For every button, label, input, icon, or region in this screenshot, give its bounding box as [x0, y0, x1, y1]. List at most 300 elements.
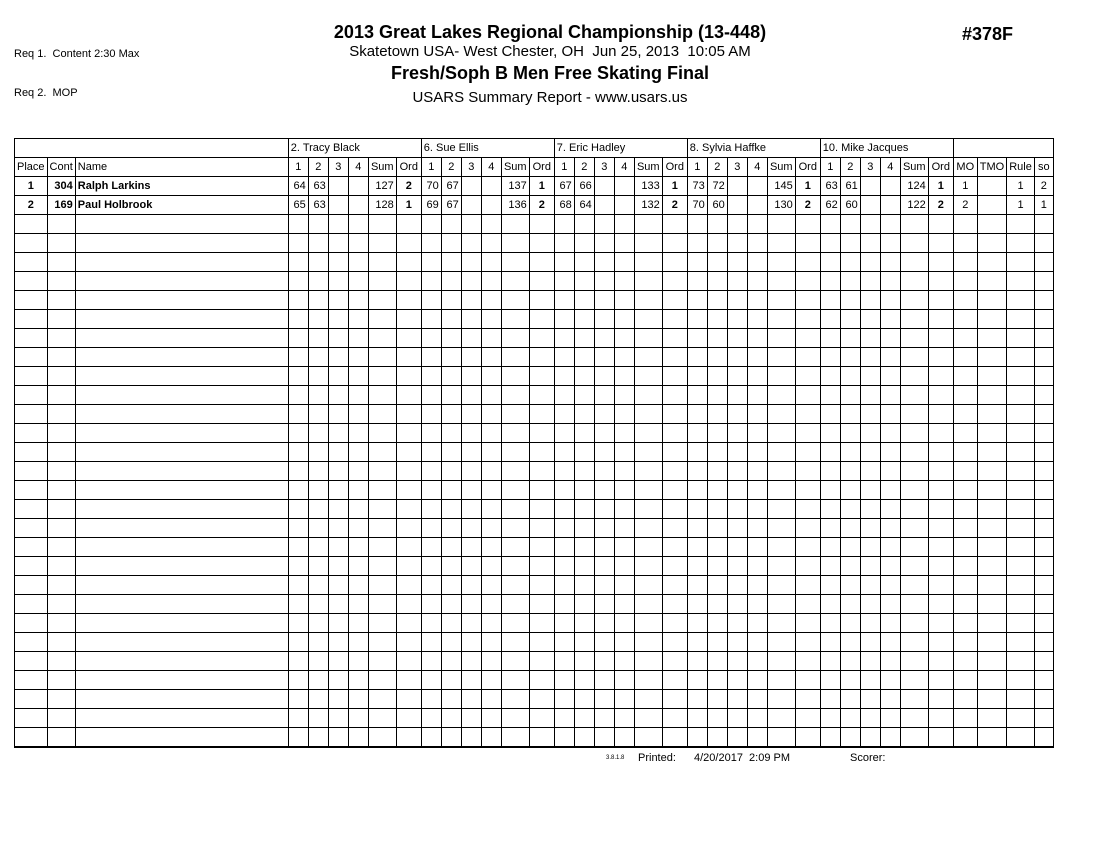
- mo-cell: 2: [953, 196, 977, 215]
- ordinal-cell: [396, 329, 421, 348]
- score-cell: [421, 652, 441, 671]
- score-cell: [288, 405, 308, 424]
- score-cell: [441, 443, 461, 462]
- score-cell: [288, 481, 308, 500]
- sum-cell: [634, 728, 662, 747]
- place-cell: [15, 557, 48, 576]
- score-cell: [461, 538, 481, 557]
- skater-row: [15, 196, 1054, 215]
- score-cell: [421, 709, 441, 728]
- col-header-judge4-ord: Ord: [795, 158, 820, 177]
- score-cell: [727, 177, 747, 196]
- tmo-cell: [977, 614, 1006, 633]
- score-cell: [481, 253, 501, 272]
- ordinal-cell: [662, 310, 687, 329]
- tmo-cell: [977, 690, 1006, 709]
- score-cell: [820, 443, 840, 462]
- score-cell: [594, 443, 614, 462]
- ordinal-cell: [795, 367, 820, 386]
- score-cell: [308, 481, 328, 500]
- sum-cell: [368, 234, 396, 253]
- score-cell: [574, 424, 594, 443]
- score-cell: [554, 367, 574, 386]
- sum-cell: [368, 538, 396, 557]
- mo-cell: [953, 234, 977, 253]
- score-cell: [481, 367, 501, 386]
- tmo-cell: [977, 424, 1006, 443]
- ordinal-cell: [795, 690, 820, 709]
- ordinal-cell: [662, 234, 687, 253]
- sum-cell: [767, 215, 795, 234]
- score-cell: [687, 329, 707, 348]
- score-cell: [860, 272, 880, 291]
- tmo-cell: [977, 576, 1006, 595]
- score-cell: [441, 462, 461, 481]
- empty-row: [15, 519, 1054, 538]
- score-cell: [614, 215, 634, 234]
- score-cell: [328, 424, 348, 443]
- ordinal-cell: [529, 348, 554, 367]
- ordinal-cell: [662, 462, 687, 481]
- score-cell: [574, 234, 594, 253]
- score-cell: [288, 291, 308, 310]
- sum-cell: [368, 633, 396, 652]
- tmo-cell: [977, 728, 1006, 747]
- sum-cell: 145: [767, 177, 795, 196]
- score-cell: [614, 424, 634, 443]
- score-cell: [820, 652, 840, 671]
- score-cell: [707, 405, 727, 424]
- score-cell: [421, 272, 441, 291]
- mo-cell: [953, 443, 977, 462]
- sum-cell: [368, 557, 396, 576]
- sum-cell: [900, 367, 928, 386]
- score-cell: [880, 386, 900, 405]
- score-cell: [707, 329, 727, 348]
- ordinal-cell: [662, 443, 687, 462]
- score-cell: [860, 367, 880, 386]
- col-header-judge4-score3: 3: [727, 158, 747, 177]
- score-cell: [880, 196, 900, 215]
- score-cell: [820, 557, 840, 576]
- ordinal-cell: [662, 519, 687, 538]
- ordinal-cell: 2: [396, 177, 421, 196]
- tmo-cell: [977, 348, 1006, 367]
- score-cell: [348, 614, 368, 633]
- score-cell: [687, 709, 707, 728]
- score-cell: [820, 272, 840, 291]
- skater-name-cell: [75, 462, 288, 481]
- score-cell: [707, 348, 727, 367]
- sum-cell: [767, 557, 795, 576]
- ordinal-cell: [795, 405, 820, 424]
- sum-cell: [501, 234, 529, 253]
- skater-name-cell: [75, 671, 288, 690]
- sum-cell: [900, 538, 928, 557]
- score-cell: [727, 709, 747, 728]
- score-cell: [308, 405, 328, 424]
- sum-cell: 127: [368, 177, 396, 196]
- score-cell: [614, 690, 634, 709]
- skater-name-cell: [75, 614, 288, 633]
- score-cell: [554, 519, 574, 538]
- sum-cell: [767, 443, 795, 462]
- score-cell: [687, 576, 707, 595]
- score-cell: [441, 405, 461, 424]
- sum-cell: [767, 728, 795, 747]
- sum-cell: [368, 614, 396, 633]
- score-cell: [461, 633, 481, 652]
- mo-cell: [953, 215, 977, 234]
- rule-cell: [1007, 443, 1035, 462]
- score-cell: [308, 462, 328, 481]
- score-cell: [707, 652, 727, 671]
- contestant-number-cell: [47, 595, 75, 614]
- score-cell: [707, 367, 727, 386]
- score-cell: [328, 329, 348, 348]
- ordinal-cell: [529, 557, 554, 576]
- ordinal-cell: [928, 500, 953, 519]
- skater-name-cell: [75, 272, 288, 291]
- sum-cell: [634, 500, 662, 519]
- score-cell: [594, 576, 614, 595]
- ordinal-cell: [662, 253, 687, 272]
- sum-cell: [634, 424, 662, 443]
- score-cell: [747, 576, 767, 595]
- score-cell: [747, 519, 767, 538]
- score-cell: [574, 291, 594, 310]
- score-cell: [727, 348, 747, 367]
- score-cell: [441, 215, 461, 234]
- so-cell: [1034, 519, 1053, 538]
- empty-row: [15, 462, 1054, 481]
- score-cell: [574, 310, 594, 329]
- contestant-number-cell: [47, 367, 75, 386]
- score-cell: [820, 386, 840, 405]
- col-header-judge5-sum: Sum: [900, 158, 928, 177]
- sum-cell: [368, 462, 396, 481]
- score-cell: [707, 234, 727, 253]
- score-cell: [840, 690, 860, 709]
- score-cell: [594, 424, 614, 443]
- ordinal-cell: [662, 633, 687, 652]
- ordinal-cell: [795, 329, 820, 348]
- sum-cell: [501, 652, 529, 671]
- score-cell: [554, 405, 574, 424]
- score-cell: [308, 215, 328, 234]
- ordinal-cell: [795, 481, 820, 500]
- place-cell: [15, 519, 48, 538]
- sum-cell: [900, 443, 928, 462]
- so-cell: [1034, 595, 1053, 614]
- score-cell: [614, 595, 634, 614]
- score-cell: [860, 234, 880, 253]
- score-cell: [554, 272, 574, 291]
- ordinal-cell: [396, 690, 421, 709]
- score-cell: [328, 481, 348, 500]
- report-number: #378F: [962, 24, 1014, 44]
- tmo-cell: [977, 595, 1006, 614]
- ordinal-cell: [529, 234, 554, 253]
- sum-cell: [368, 272, 396, 291]
- score-cell: [461, 595, 481, 614]
- col-header-judge1-score2: 2: [308, 158, 328, 177]
- score-cell: [840, 519, 860, 538]
- score-cell: [554, 595, 574, 614]
- score-cell: [614, 405, 634, 424]
- so-cell: [1034, 633, 1053, 652]
- so-cell: [1034, 462, 1053, 481]
- rule-cell: [1007, 367, 1035, 386]
- score-cell: [288, 348, 308, 367]
- score-cell: [747, 253, 767, 272]
- score-cell: [594, 557, 614, 576]
- score-cell: [421, 557, 441, 576]
- tmo-cell: [977, 253, 1006, 272]
- score-cell: [288, 595, 308, 614]
- sum-cell: [900, 671, 928, 690]
- ordinal-cell: [396, 215, 421, 234]
- ordinal-cell: [529, 652, 554, 671]
- score-cell: [594, 272, 614, 291]
- mo-cell: [953, 272, 977, 291]
- sum-cell: [368, 310, 396, 329]
- score-cell: [441, 291, 461, 310]
- score-cell: [461, 386, 481, 405]
- ordinal-cell: [396, 709, 421, 728]
- sum-cell: [368, 576, 396, 595]
- score-cell: [441, 329, 461, 348]
- score-cell: [288, 424, 308, 443]
- score-cell: [574, 614, 594, 633]
- contestant-number-cell: [47, 443, 75, 462]
- score-cell: [820, 671, 840, 690]
- score-cell: [554, 215, 574, 234]
- empty-row: [15, 671, 1054, 690]
- score-cell: [348, 576, 368, 595]
- ordinal-cell: [928, 538, 953, 557]
- score-cell: [727, 690, 747, 709]
- place-cell: [15, 500, 48, 519]
- score-cell: [348, 633, 368, 652]
- mo-cell: [953, 405, 977, 424]
- sum-cell: [368, 481, 396, 500]
- col-header-judge3-score1: 1: [554, 158, 574, 177]
- ordinal-cell: [396, 424, 421, 443]
- skater-name-cell: [75, 443, 288, 462]
- place-cell: [15, 253, 48, 272]
- score-cell: [820, 709, 840, 728]
- score-cell: [820, 329, 840, 348]
- score-cell: [727, 481, 747, 500]
- score-cell: [614, 614, 634, 633]
- sum-cell: 132: [634, 196, 662, 215]
- place-cell: [15, 671, 48, 690]
- sum-cell: [634, 633, 662, 652]
- score-cell: [707, 595, 727, 614]
- score-cell: [687, 291, 707, 310]
- ordinal-cell: [928, 291, 953, 310]
- score-cell: [880, 215, 900, 234]
- ordinal-cell: [662, 367, 687, 386]
- score-cell: [481, 310, 501, 329]
- tmo-cell: [977, 177, 1006, 196]
- score-cell: 67: [441, 177, 461, 196]
- score-cell: [481, 481, 501, 500]
- sum-cell: [900, 253, 928, 272]
- score-cell: [441, 348, 461, 367]
- printed-label: Printed:: [638, 752, 676, 764]
- score-cell: [554, 443, 574, 462]
- col-header-judge3-score2: 2: [574, 158, 594, 177]
- score-cell: [594, 177, 614, 196]
- score-cell: [614, 462, 634, 481]
- score-cell: [880, 538, 900, 557]
- score-cell: [687, 253, 707, 272]
- ordinal-cell: 1: [396, 196, 421, 215]
- score-cell: [727, 500, 747, 519]
- so-cell: [1034, 728, 1053, 747]
- ordinal-cell: [396, 234, 421, 253]
- skater-name-cell: [75, 367, 288, 386]
- score-cell: [880, 367, 900, 386]
- sum-cell: [368, 500, 396, 519]
- score-cell: [461, 291, 481, 310]
- sum-cell: [634, 481, 662, 500]
- score-cell: [860, 500, 880, 519]
- score-cell: [820, 234, 840, 253]
- score-cell: [820, 633, 840, 652]
- empty-row: [15, 709, 1054, 728]
- col-header-judge4-score4: 4: [747, 158, 767, 177]
- score-cell: [840, 595, 860, 614]
- score-cell: [574, 386, 594, 405]
- score-cell: [860, 576, 880, 595]
- contestant-number-cell: [47, 538, 75, 557]
- score-cell: [348, 310, 368, 329]
- ordinal-cell: [396, 519, 421, 538]
- col-header-judge4-score2: 2: [707, 158, 727, 177]
- score-cell: [461, 576, 481, 595]
- score-cell: [441, 386, 461, 405]
- ordinal-cell: [662, 557, 687, 576]
- score-cell: [860, 196, 880, 215]
- col-header-judge2-sum: Sum: [501, 158, 529, 177]
- sum-cell: [634, 519, 662, 538]
- score-cell: [481, 196, 501, 215]
- score-cell: [727, 519, 747, 538]
- sum-cell: [767, 462, 795, 481]
- score-cell: [288, 500, 308, 519]
- score-cell: [461, 519, 481, 538]
- score-cell: [348, 538, 368, 557]
- skater-name-cell: Paul Holbrook: [75, 196, 288, 215]
- place-cell: [15, 234, 48, 253]
- score-cell: [880, 253, 900, 272]
- ordinal-cell: [662, 538, 687, 557]
- score-cell: [328, 557, 348, 576]
- championship-title: 2013 Great Lakes Regional Championship (13-448): [333, 22, 767, 42]
- score-cell: [860, 348, 880, 367]
- tmo-cell: [977, 709, 1006, 728]
- score-cell: [308, 633, 328, 652]
- score-cell: [727, 405, 747, 424]
- score-cell: [840, 576, 860, 595]
- score-cell: [574, 443, 594, 462]
- ordinal-cell: [928, 462, 953, 481]
- score-cell: [820, 405, 840, 424]
- sum-cell: [368, 215, 396, 234]
- score-cell: [554, 728, 574, 747]
- score-cell: [348, 728, 368, 747]
- sum-cell: [767, 272, 795, 291]
- score-cell: [421, 348, 441, 367]
- score-cell: [687, 405, 707, 424]
- score-cell: [288, 253, 308, 272]
- contestant-number-cell: [47, 386, 75, 405]
- col-header-judge3-sum: Sum: [634, 158, 662, 177]
- mo-cell: [953, 329, 977, 348]
- score-cell: [594, 728, 614, 747]
- score-cell: [554, 538, 574, 557]
- ordinal-cell: 1: [529, 177, 554, 196]
- score-cell: [421, 329, 441, 348]
- score-cell: [687, 348, 707, 367]
- sum-cell: [634, 652, 662, 671]
- score-cell: [288, 538, 308, 557]
- so-cell: [1034, 215, 1053, 234]
- tmo-cell: [977, 652, 1006, 671]
- score-cell: [288, 234, 308, 253]
- score-cell: [687, 367, 707, 386]
- score-cell: [747, 538, 767, 557]
- score-cell: [747, 690, 767, 709]
- ordinal-cell: [529, 367, 554, 386]
- score-cell: [747, 424, 767, 443]
- mo-cell: [953, 253, 977, 272]
- score-cell: [594, 215, 614, 234]
- ordinal-cell: [396, 272, 421, 291]
- mo-cell: [953, 348, 977, 367]
- ordinal-cell: [795, 215, 820, 234]
- score-cell: [707, 272, 727, 291]
- sum-cell: [368, 253, 396, 272]
- scorer-label: Scorer:: [850, 752, 886, 764]
- score-cell: [687, 443, 707, 462]
- sum-cell: 122: [900, 196, 928, 215]
- ordinal-cell: 2: [529, 196, 554, 215]
- place-cell: [15, 462, 48, 481]
- score-cell: [574, 709, 594, 728]
- score-cell: [421, 291, 441, 310]
- score-cell: [328, 462, 348, 481]
- score-cell: [594, 196, 614, 215]
- so-cell: [1034, 348, 1053, 367]
- skater-name-cell: [75, 291, 288, 310]
- score-cell: [328, 196, 348, 215]
- division-title: Fresh/Soph B Men Free Skating Final: [390, 63, 710, 83]
- sum-cell: [767, 576, 795, 595]
- ordinal-cell: [928, 405, 953, 424]
- score-cell: [594, 538, 614, 557]
- score-cell: [687, 234, 707, 253]
- score-cell: [348, 595, 368, 614]
- col-header-judge4-sum: Sum: [767, 158, 795, 177]
- ordinal-cell: [928, 310, 953, 329]
- tmo-cell: [977, 386, 1006, 405]
- score-cell: [328, 272, 348, 291]
- rule-cell: [1007, 215, 1035, 234]
